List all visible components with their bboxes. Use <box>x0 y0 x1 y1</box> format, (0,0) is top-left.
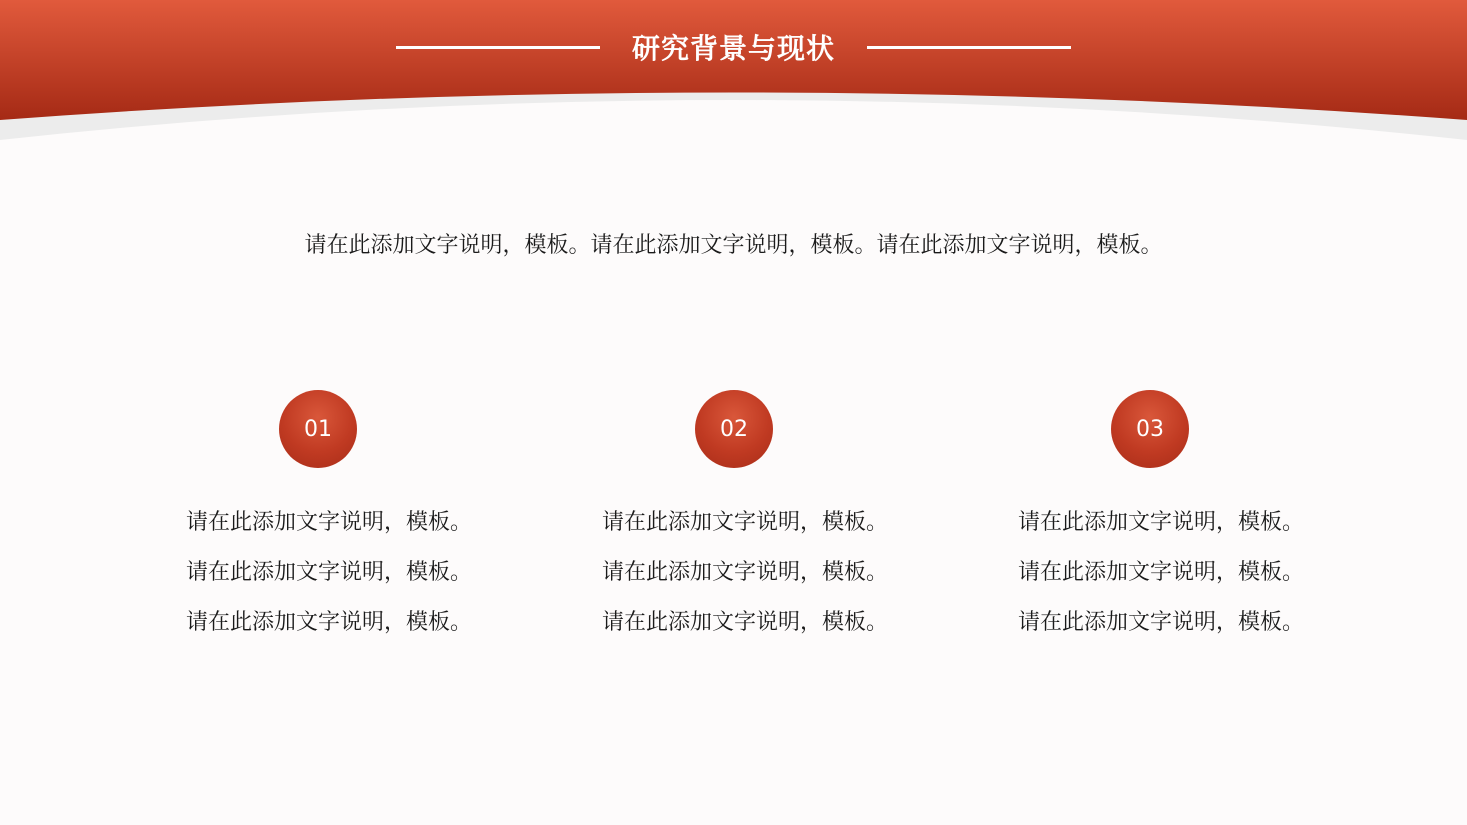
title-left-line <box>396 46 600 49</box>
number-badge: 01 <box>279 390 357 468</box>
item-description: 请在此添加文字说明，模板。请在此添加文字说明，模板。请在此添加文字说明，模板。 <box>601 510 888 635</box>
number-badge: 02 <box>695 390 773 468</box>
title-right-line <box>867 46 1071 49</box>
page-title: 研究背景与现状 <box>631 32 835 65</box>
item-description: 请在此添加文字说明，模板。请在此添加文字说明，模板。请在此添加文字说明，模板。 <box>1017 510 1304 635</box>
number-badge: 03 <box>1111 390 1189 468</box>
item-description: 请在此添加文字说明，模板。请在此添加文字说明，模板。请在此添加文字说明，模板。 <box>185 510 472 635</box>
header-banner <box>0 0 1467 145</box>
header-title-group <box>0 24 1467 70</box>
intro-text: 请在此添加文字说明，模板。请在此添加文字说明，模板。请在此添加文字说明，模板。 <box>304 233 1163 258</box>
